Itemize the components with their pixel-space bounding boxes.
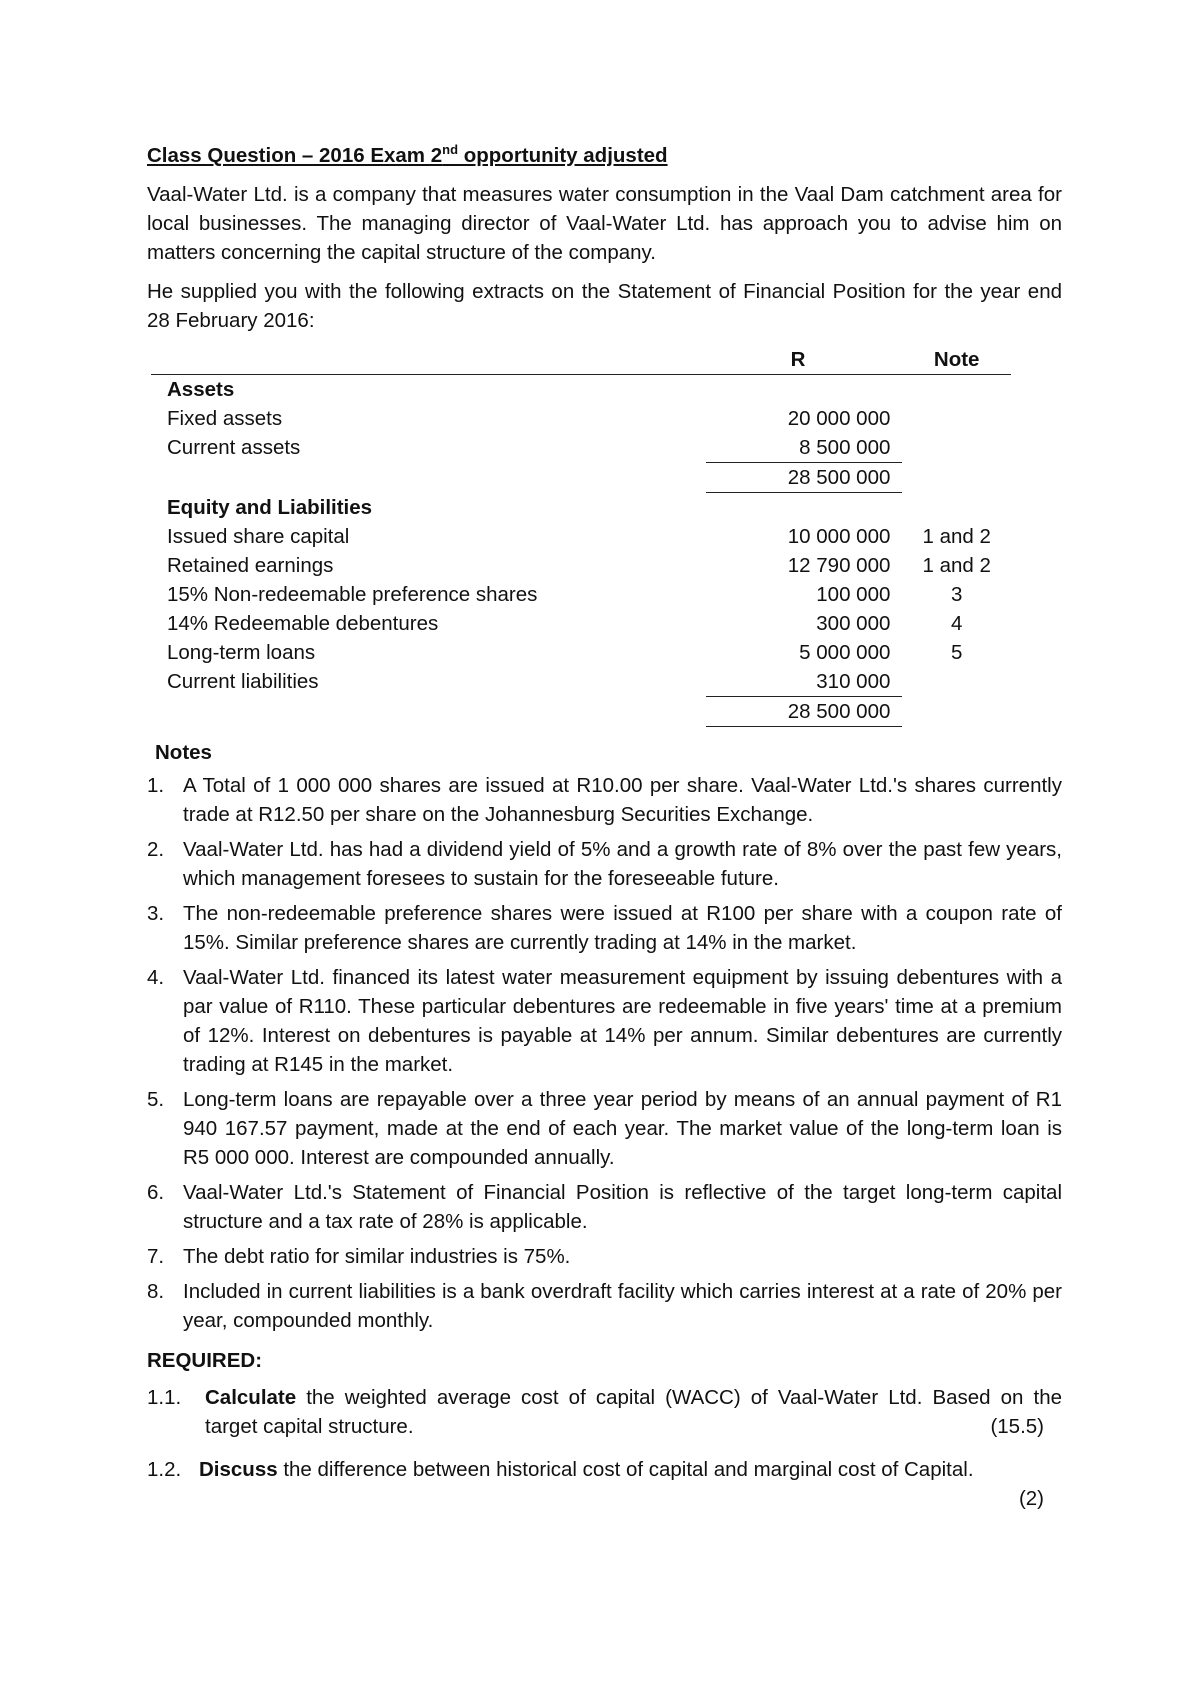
required-item-1-1 [147, 1383, 1062, 1441]
list-item [147, 835, 1062, 893]
required-number: 1.2. [147, 1457, 182, 1481]
assets-heading-row [151, 374, 1011, 404]
note-text: Vaal-Water Ltd. financed its latest water measurement equipment by issuing debentures with a par value of R110. These particular debentures are redeemable in five years' time at a premium of 12%. Interest on debentures is payable at 14% per annum. Similar debentures are currently trading at R145 in the market. [183, 965, 1062, 1076]
row-amount: 10 000 000 [787, 524, 891, 548]
note-number: 1. [147, 773, 165, 797]
note-number: 6. [147, 1180, 165, 1204]
list-item [147, 1277, 1062, 1335]
required-verb: Calculate [205, 1385, 297, 1409]
row-note: 1 and 2 [922, 553, 991, 577]
notes-list [147, 771, 1062, 1335]
row-amount: 300 000 [816, 611, 891, 635]
title-superscript: nd [442, 142, 459, 157]
table-row [151, 667, 1011, 697]
table-row [151, 551, 1011, 580]
row-note [902, 404, 1011, 433]
list-item [147, 1085, 1062, 1172]
row-note: 5 [950, 640, 963, 664]
assets-total-row [151, 462, 1011, 492]
required-body: the weighted average cost of capital (WACC) of Vaal-Water Ltd. Based on the target capital structure. [205, 1385, 1062, 1438]
required-text [199, 1455, 1062, 1513]
intro-paragraph-2: He supplied you with the following extracts on the Statement of Financial Position for the year end 28 February 2016: [147, 279, 1062, 332]
row-label: Fixed assets [167, 406, 283, 430]
list-item [147, 1242, 1062, 1271]
required-number: 1.1. [147, 1385, 182, 1409]
table-row [151, 522, 1011, 551]
intro-paragraph-1: Vaal-Water Ltd. is a company that measures water consumption in the Vaal Dam catchment area for local businesses. The managing director of Vaal-Water Ltd. has approach you to advise him on matters concerning the capital structure of the company. [147, 182, 1062, 264]
required-verb: Discuss [199, 1457, 278, 1481]
row-label: Current liabilities [167, 670, 319, 694]
row-note [902, 433, 1011, 463]
row-amount: 12 790 000 [787, 553, 891, 577]
table-row [151, 404, 1011, 433]
note-text: The debt ratio for similar industries is 75%. [183, 1244, 571, 1268]
page-title [147, 142, 1062, 168]
column-header-note: Note [902, 345, 1011, 375]
table-row [151, 609, 1011, 638]
required-item-1-2 [147, 1455, 1062, 1513]
row-note: 1 and 2 [922, 524, 991, 548]
row-label: 15% Non-redeemable preference shares [167, 582, 538, 606]
title-main: Class Question – 2016 Exam 2 [147, 143, 443, 167]
row-amount: 310 000 [816, 669, 891, 693]
notes-heading: Notes [155, 740, 212, 764]
row-amount: 5 000 000 [799, 640, 891, 664]
equity-heading: Equity and Liabilities [167, 495, 373, 519]
row-label: 14% Redeemable debentures [167, 611, 439, 635]
column-header-amount: R [706, 345, 903, 375]
required-text [205, 1383, 1062, 1441]
list-item [147, 963, 1062, 1079]
financial-position-table [151, 345, 1011, 727]
equity-total-row [151, 696, 1011, 726]
note-number: 2. [147, 837, 165, 861]
row-label: Issued share capital [167, 524, 350, 548]
required-marks: (2) [1018, 1486, 1044, 1510]
assets-heading: Assets [167, 377, 235, 401]
required-heading: REQUIRED: [147, 1348, 263, 1372]
note-text: Vaal-Water Ltd. has had a dividend yield of 5% and a growth rate of 8% over the past few years, which management foresees to sustain for the foreseeable future. [183, 837, 1062, 890]
note-number: 3. [147, 901, 165, 925]
row-amount: 8 500 000 [799, 435, 891, 459]
assets-total: 28 500 000 [706, 462, 903, 492]
table-row [151, 580, 1011, 609]
row-note: 4 [950, 611, 963, 635]
note-text: Long-term loans are repayable over a three year period by means of an annual payment of R1 940 167.57 payment, made at the end of each year. The market value of the long-term loan is R5 000 000. Interest are compounded annually. [183, 1087, 1062, 1169]
row-label: Retained earnings [167, 553, 334, 577]
note-number: 7. [147, 1244, 165, 1268]
equity-total: 28 500 000 [706, 696, 903, 726]
required-body: the difference between historical cost of capital and marginal cost of Capital. [277, 1457, 974, 1481]
row-amount: 20 000 000 [787, 406, 891, 430]
note-text: A Total of 1 000 000 shares are issued at R10.00 per share. Vaal-Water Ltd.'s shares currently trade at R12.50 per share on the Johannesburg Securities Exchange. [183, 773, 1062, 826]
title-rest: opportunity adjusted [458, 143, 668, 167]
note-text: Included in current liabilities is a bank overdraft facility which carries interest at a rate of 20% per year, compounded monthly. [183, 1279, 1062, 1332]
note-text: Vaal-Water Ltd.'s Statement of Financial Position is reflective of the target long-term capital structure and a tax rate of 28% is applicable. [183, 1180, 1062, 1233]
note-number: 5. [147, 1087, 165, 1111]
row-note [902, 667, 1011, 697]
required-marks: (15.5) [990, 1414, 1044, 1438]
table-row [151, 433, 1011, 463]
table-header-row [151, 345, 1011, 375]
list-item [147, 899, 1062, 957]
row-note: 3 [950, 582, 963, 606]
table-row [151, 638, 1011, 667]
equity-heading-row [151, 492, 1011, 522]
row-amount: 100 000 [816, 582, 891, 606]
note-text: The non-redeemable preference shares were issued at R100 per share with a coupon rate of 15%. Similar preference shares are currently trading at 14% in the market. [183, 901, 1062, 954]
row-label: Current assets [167, 436, 301, 460]
note-number: 8. [147, 1279, 165, 1303]
note-number: 4. [147, 965, 165, 989]
list-item [147, 1178, 1062, 1236]
list-item [147, 771, 1062, 829]
row-label: Long-term loans [167, 640, 316, 664]
document-page [147, 142, 1062, 1527]
